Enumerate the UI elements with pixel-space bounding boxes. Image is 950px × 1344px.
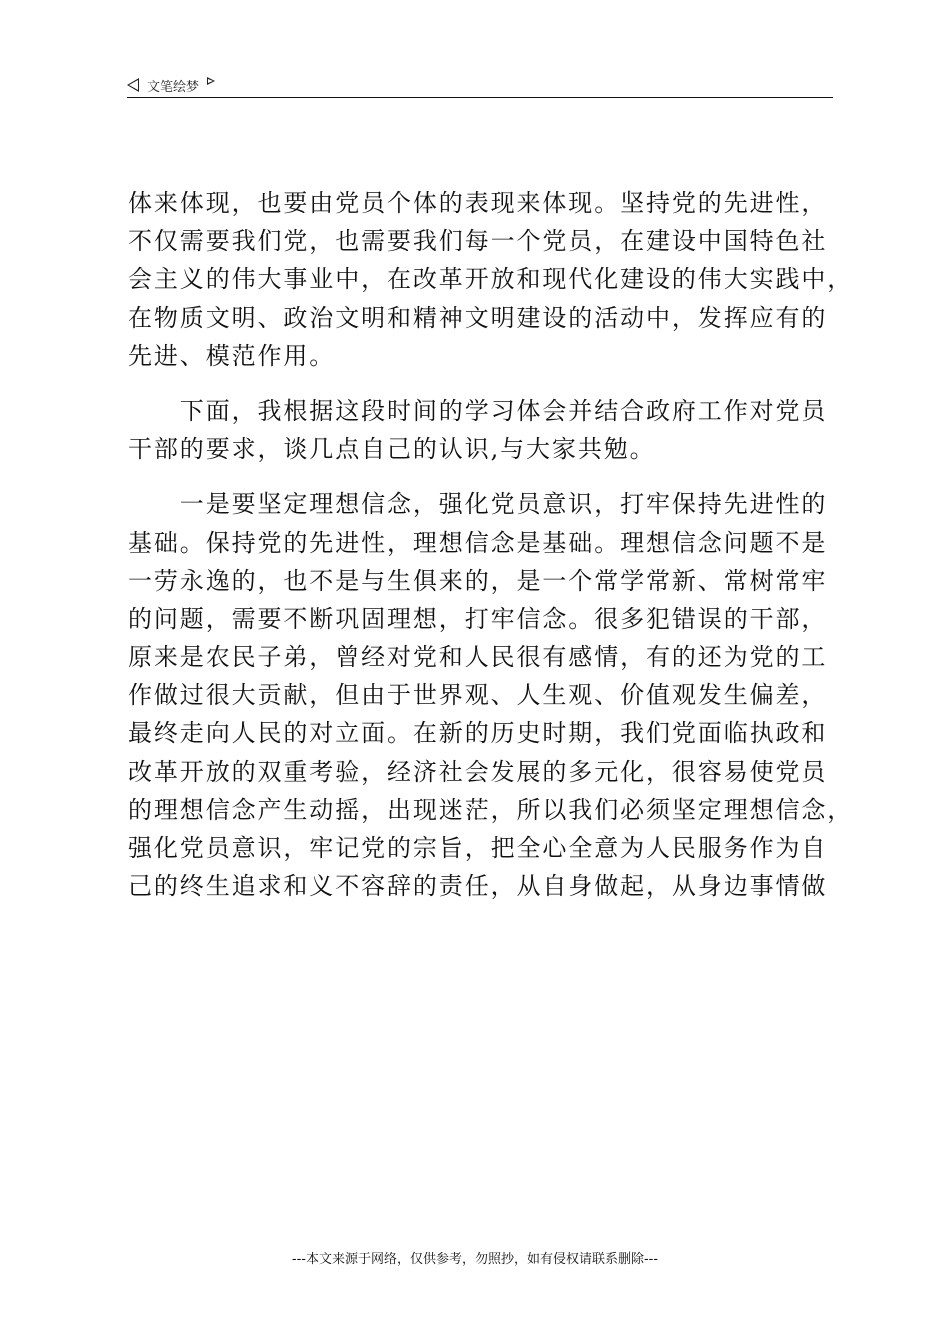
document-body — [128, 184, 854, 944]
header-title: 文笔绘梦 — [147, 79, 200, 95]
text-line: 基础。保持党的先进性，理想信念是基础。理想信念问题不是 — [128, 528, 828, 557]
text-line: 强化党员意识，牢记党的宗旨，把全心全意为人民服务作为自 — [128, 834, 828, 862]
text-line: 原来是农民子弟，曾经对党和人民很有感情，有的还为党的工 — [128, 643, 828, 672]
triangle-right-icon — [207, 77, 215, 85]
paragraph-2 — [128, 392, 828, 468]
text-line: 己的终生追求和义不容辞的责任，从自身做起，从身边事情做 — [128, 872, 828, 901]
text-line: 的问题，需要不断巩固理想，打牢信念。很多犯错误的干部， — [128, 604, 828, 633]
paragraph-1 — [128, 184, 854, 375]
text-line: 作做过很大贡献，但由于世界观、人生观、价值观发生偏差， — [128, 681, 828, 710]
text-line: 下面，我根据这段时间的学习体会并结合政府工作对党员 — [128, 396, 828, 425]
text-line: 一劳永逸的，也不是与生俱来的，是一个常学常新、常树常牢 — [128, 566, 828, 595]
header-divider — [127, 97, 833, 98]
footer-disclaimer: ---本文来源于网络，仅供参考，勿照抄，如有侵权请联系删除--- — [291, 1252, 659, 1267]
text-line: 最终走向人民的对立面。在新的历史时期，我们党面临执政和 — [128, 719, 828, 748]
text-line — [128, 905, 818, 943]
paragraph-3 — [128, 485, 854, 943]
text-line: 改革开放的双重考验，经济社会发展的多元化，很容易使党员 — [128, 757, 828, 786]
text-line: 在物质文明、政治文明和精神文明建设的活动中，发挥应有的 — [128, 303, 828, 332]
text-line: 干部的要求，谈几点自己的认识,与大家共勉。 — [128, 435, 656, 464]
page-header — [127, 74, 215, 96]
triangle-left-icon — [127, 78, 139, 92]
text-line: 不仅需要我们党，也需要我们每一个党员，在建设中国特色社 — [128, 227, 828, 256]
text-line: 一是要坚定理想信念，强化党员意识，打牢保持先进性的 — [128, 490, 828, 519]
text-line: 会主义的伟大事业中，在改革开放和现代化建设的伟大实践中， — [128, 265, 854, 294]
text-line: 体来体现，也要由党员个体的表现来体现。坚持党的先进性， — [128, 189, 828, 217]
text-line: 先进、模范作用。 — [128, 341, 336, 370]
text-line: 的理想信念产生动摇，出现迷茫，所以我们必须坚定理想信念， — [128, 795, 854, 824]
